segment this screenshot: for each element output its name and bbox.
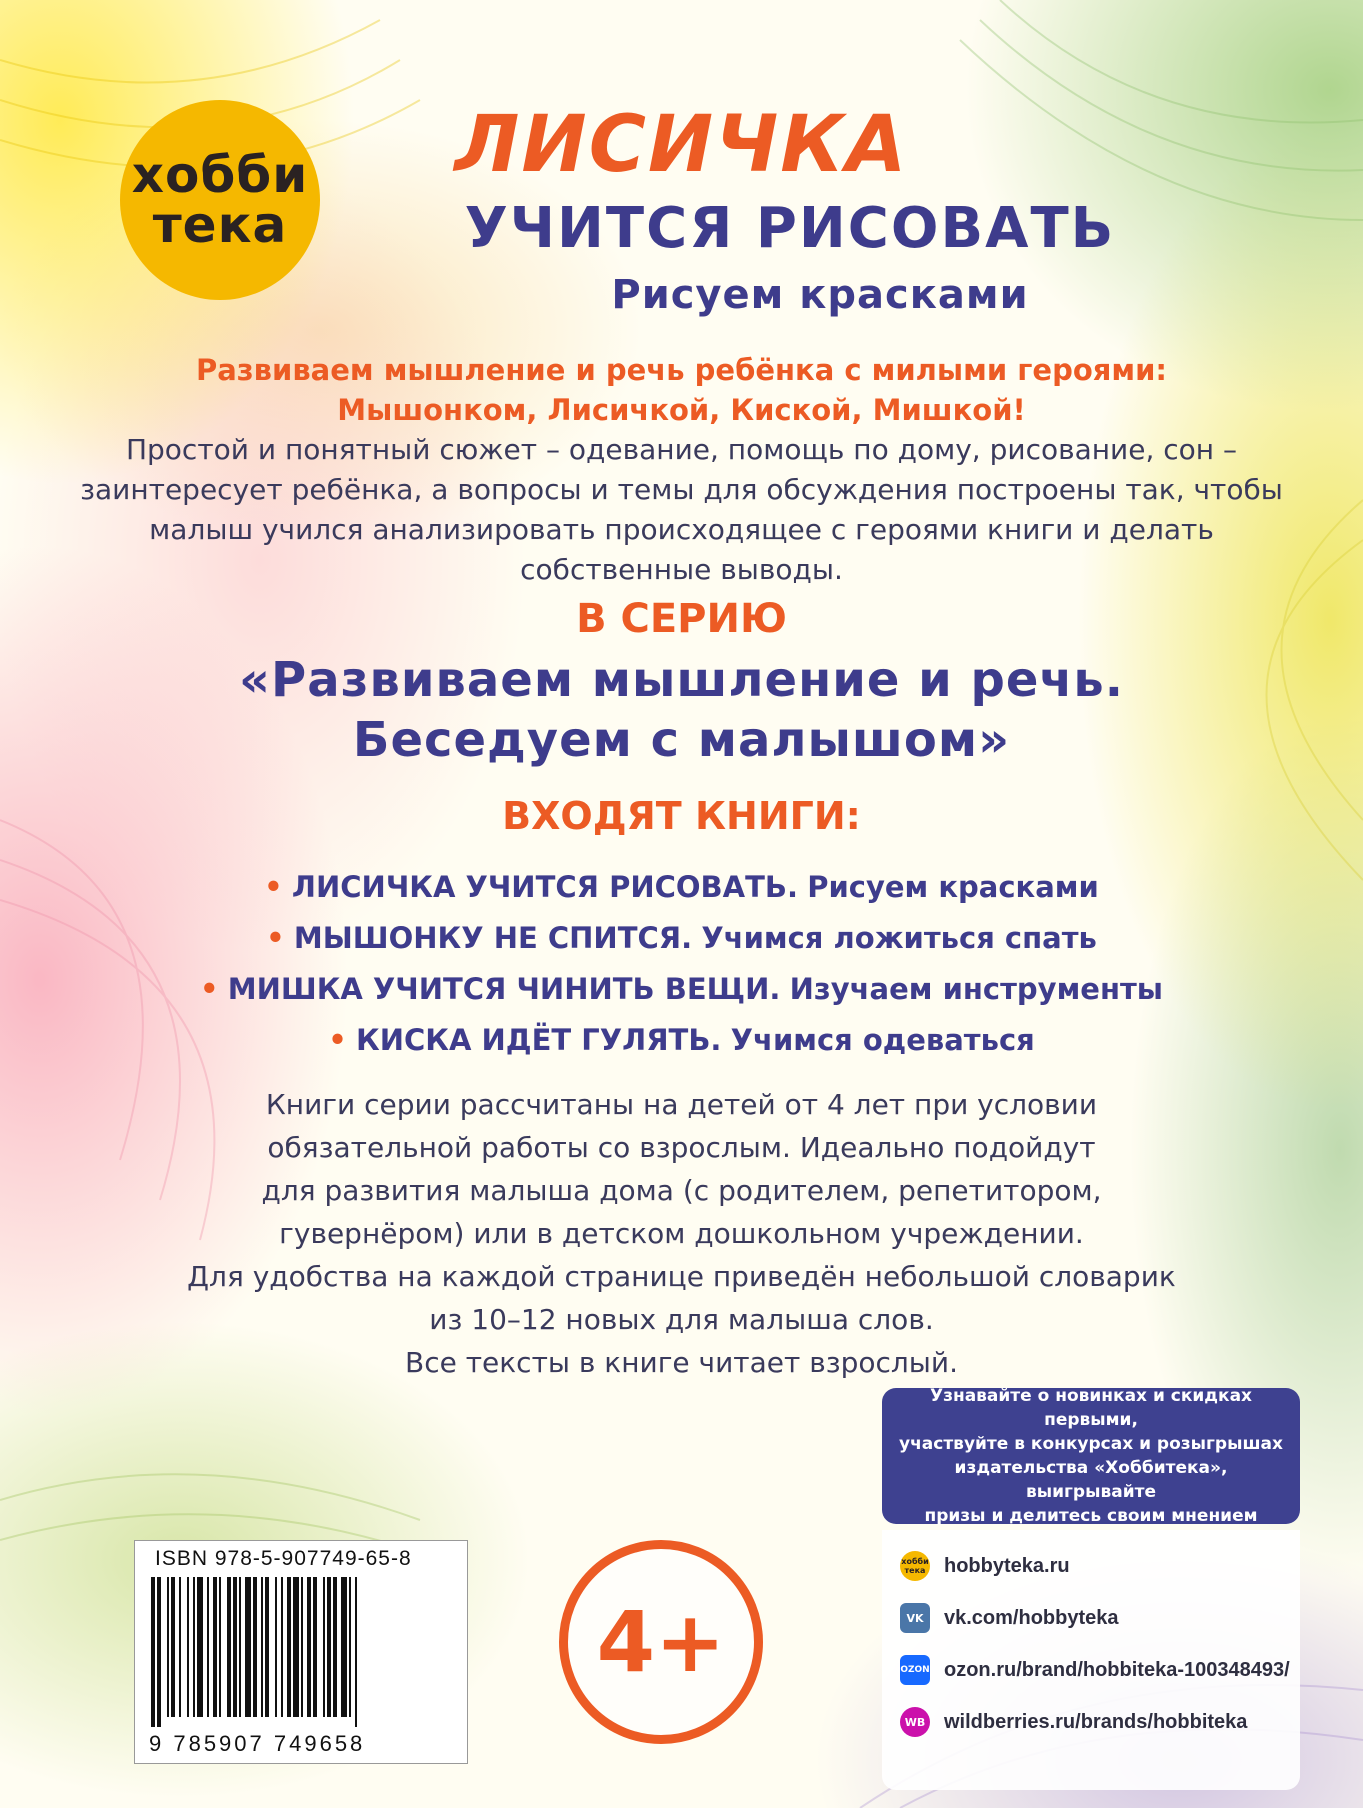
book-item-title: МИШКА УЧИТСЯ ЧИНИТЬ ВЕЩИ. <box>227 972 781 1006</box>
link-hobbyteka[interactable] <box>900 1548 1070 1584</box>
isbn-label: ISBN 978-5-907749-65-8 <box>155 1547 412 1570</box>
bullet: • <box>266 921 285 955</box>
promo-info-box <box>882 1388 1300 1524</box>
intro-body <box>0 430 1363 590</box>
series-name-line: «Развиваем мышление и речь. <box>239 652 1124 708</box>
publisher-links <box>882 1530 1300 1790</box>
isbn-digits: 9 785907 749658 <box>149 1731 366 1756</box>
book-item-title: КИСКА ИДЁТ ГУЛЯТЬ. <box>356 1023 722 1057</box>
description-line: обязательной работы со взрослым. Идеально подойдут <box>267 1131 1096 1164</box>
book-item-desc: Учимся одеваться <box>730 1023 1035 1057</box>
description-line: для развития малыша дома (с родителем, репетитором, <box>261 1174 1102 1207</box>
series-name <box>0 650 1363 770</box>
intro-body-line: заинтересует ребёнка, а вопросы и темы для обсуждения построены так, чтобы <box>80 473 1283 506</box>
book-subtitle: УЧИТСЯ РИСОВАТЬ <box>464 196 1116 261</box>
promo-line: издательства «Хоббитека», выигрывайте <box>954 1458 1228 1502</box>
list-item <box>0 1015 1363 1066</box>
wildberries-icon: WB <box>900 1707 930 1737</box>
book-item-desc: Учимся ложиться спать <box>701 921 1097 955</box>
book-title: ЛИСИЧКА <box>454 100 909 190</box>
bullet: • <box>328 1023 347 1057</box>
link-text: hobbyteka.ru <box>944 1554 1070 1577</box>
link-text: ozon.ru/brand/hobbiteka-100348493/ <box>944 1658 1290 1681</box>
description-line: из 10–12 новых для малыша слов. <box>429 1303 934 1336</box>
book-item-title: МЫШОНКУ НЕ СПИТСЯ. <box>293 921 693 955</box>
link-text: wildberries.ru/brands/hobbiteka <box>944 1710 1248 1733</box>
age-rating: 4+ <box>596 1593 726 1691</box>
book-item-desc: Рисуем красками <box>807 870 1099 904</box>
description-line: Все тексты в книге читает взрослый. <box>405 1346 958 1379</box>
intro-accent-line: Развиваем мышление и речь ребёнка с милыми героями: <box>195 353 1168 387</box>
book-subtitle-2: Рисуем красками <box>611 272 1029 318</box>
description-line: гувернёром) или в детском дошкольном учреждении. <box>279 1217 1084 1250</box>
promo-line: Узнавайте о новинках и скидках первыми, <box>929 1386 1253 1430</box>
link-wildberries[interactable] <box>900 1704 1247 1740</box>
list-item <box>0 913 1363 964</box>
vk-icon: VK <box>900 1603 930 1633</box>
age-rating-badge <box>559 1540 763 1744</box>
series-heading: В СЕРИЮ <box>576 596 787 642</box>
intro-accent-line: Мышонком, Лисичкой, Киской, Мишкой! <box>337 393 1026 427</box>
books-list <box>0 862 1363 1066</box>
intro-body-line: малыш учился анализировать происходящее с героями книги и делать <box>149 513 1214 546</box>
link-vk[interactable] <box>900 1600 1119 1636</box>
intro-accent <box>0 350 1363 430</box>
book-item-desc: Изучаем инструменты <box>789 972 1164 1006</box>
isbn-barcode <box>134 1540 468 1764</box>
ozon-icon: OZON <box>900 1655 930 1685</box>
bullet: • <box>264 870 283 904</box>
promo-line: участвуйте в конкурсах и розыгрышах <box>899 1434 1283 1454</box>
hobbyteka-logo-icon: хобби тека <box>900 1551 930 1581</box>
link-ozon[interactable] <box>900 1652 1290 1688</box>
barcode-bars <box>149 1577 453 1727</box>
promo-line: призы и делитесь своим мнением <box>924 1506 1258 1526</box>
series-name-line: Беседуем с малышом» <box>352 712 1011 768</box>
description-line: Книги серии рассчитаны на детей от 4 лет при условии <box>265 1088 1098 1121</box>
list-item <box>0 862 1363 913</box>
logo-line-1: хобби <box>131 146 309 204</box>
link-text: vk.com/hobbyteka <box>944 1606 1119 1629</box>
intro-body-line: собственные выводы. <box>520 553 843 586</box>
description-line: Для удобства на каждой странице приведён небольшой словарик <box>187 1260 1176 1293</box>
books-heading: ВХОДЯТ КНИГИ: <box>502 794 861 838</box>
intro-body-line: Простой и понятный сюжет – одевание, помощь по дому, рисование, сон – <box>125 433 1238 466</box>
logo-line-2: тека <box>152 196 288 254</box>
list-item <box>0 964 1363 1015</box>
series-description <box>0 1083 1363 1384</box>
book-item-title: ЛИСИЧКА УЧИТСЯ РИСОВАТЬ. <box>291 870 798 904</box>
bullet: • <box>199 972 219 1006</box>
